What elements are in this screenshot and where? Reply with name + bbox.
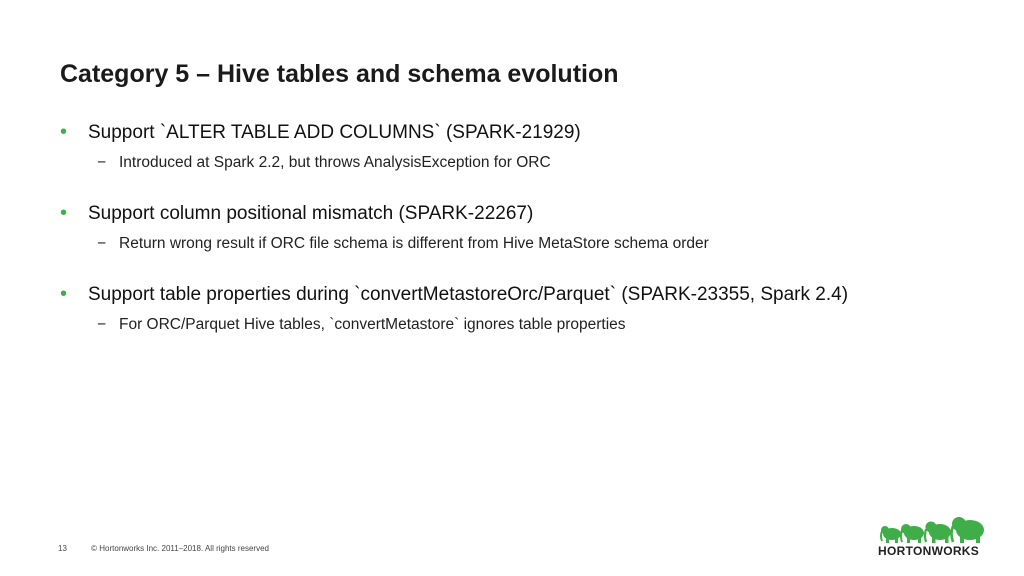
bullet-text: Support table properties during `convertMetastoreOrc/Parquet` (SPARK-23355, Spark 2.4)	[88, 284, 849, 305]
sub-bullet-dash-icon: −	[97, 235, 107, 252]
bullet-block-1	[60, 122, 1010, 172]
bullet-list	[60, 122, 1010, 365]
bullet-dot-icon: •	[60, 121, 68, 143]
bullet-block-2	[60, 203, 1010, 253]
bullet-item	[60, 284, 1010, 306]
bullet-dot-icon: •	[60, 202, 68, 224]
bullet-block-3	[60, 284, 1010, 334]
sub-bullet-item	[97, 316, 1010, 334]
bullet-text: Support column positional mismatch (SPARK-22267)	[88, 203, 534, 224]
logo-text: HORTONWORKS	[878, 544, 980, 558]
bullet-dot-icon: •	[60, 283, 68, 305]
page-number: 13	[58, 544, 67, 553]
elephants-logo-icon	[878, 514, 996, 544]
bullet-text: Support `ALTER TABLE ADD COLUMNS` (SPARK-21929)	[88, 122, 581, 143]
slide-footer	[58, 544, 269, 553]
bullet-item	[60, 122, 1010, 144]
sub-bullet-item	[97, 235, 1010, 253]
sub-bullet-dash-icon: −	[97, 154, 107, 171]
sub-bullet-text: Introduced at Spark 2.2, but throws AnalysisException for ORC	[119, 154, 551, 171]
sub-bullet-item	[97, 154, 1010, 172]
sub-bullet-text: Return wrong result if ORC file schema is different from Hive MetaStore schema order	[119, 235, 709, 252]
copyright-text: © Hortonworks Inc. 2011–2018. All rights reserved	[91, 544, 269, 553]
hortonworks-logo	[878, 514, 996, 558]
sub-bullet-text: For ORC/Parquet Hive tables, `convertMetastore` ignores table properties	[119, 316, 626, 333]
slide-title: Category 5 – Hive tables and schema evolution	[60, 60, 619, 88]
bullet-item	[60, 203, 1010, 225]
sub-bullet-dash-icon: −	[97, 316, 107, 333]
